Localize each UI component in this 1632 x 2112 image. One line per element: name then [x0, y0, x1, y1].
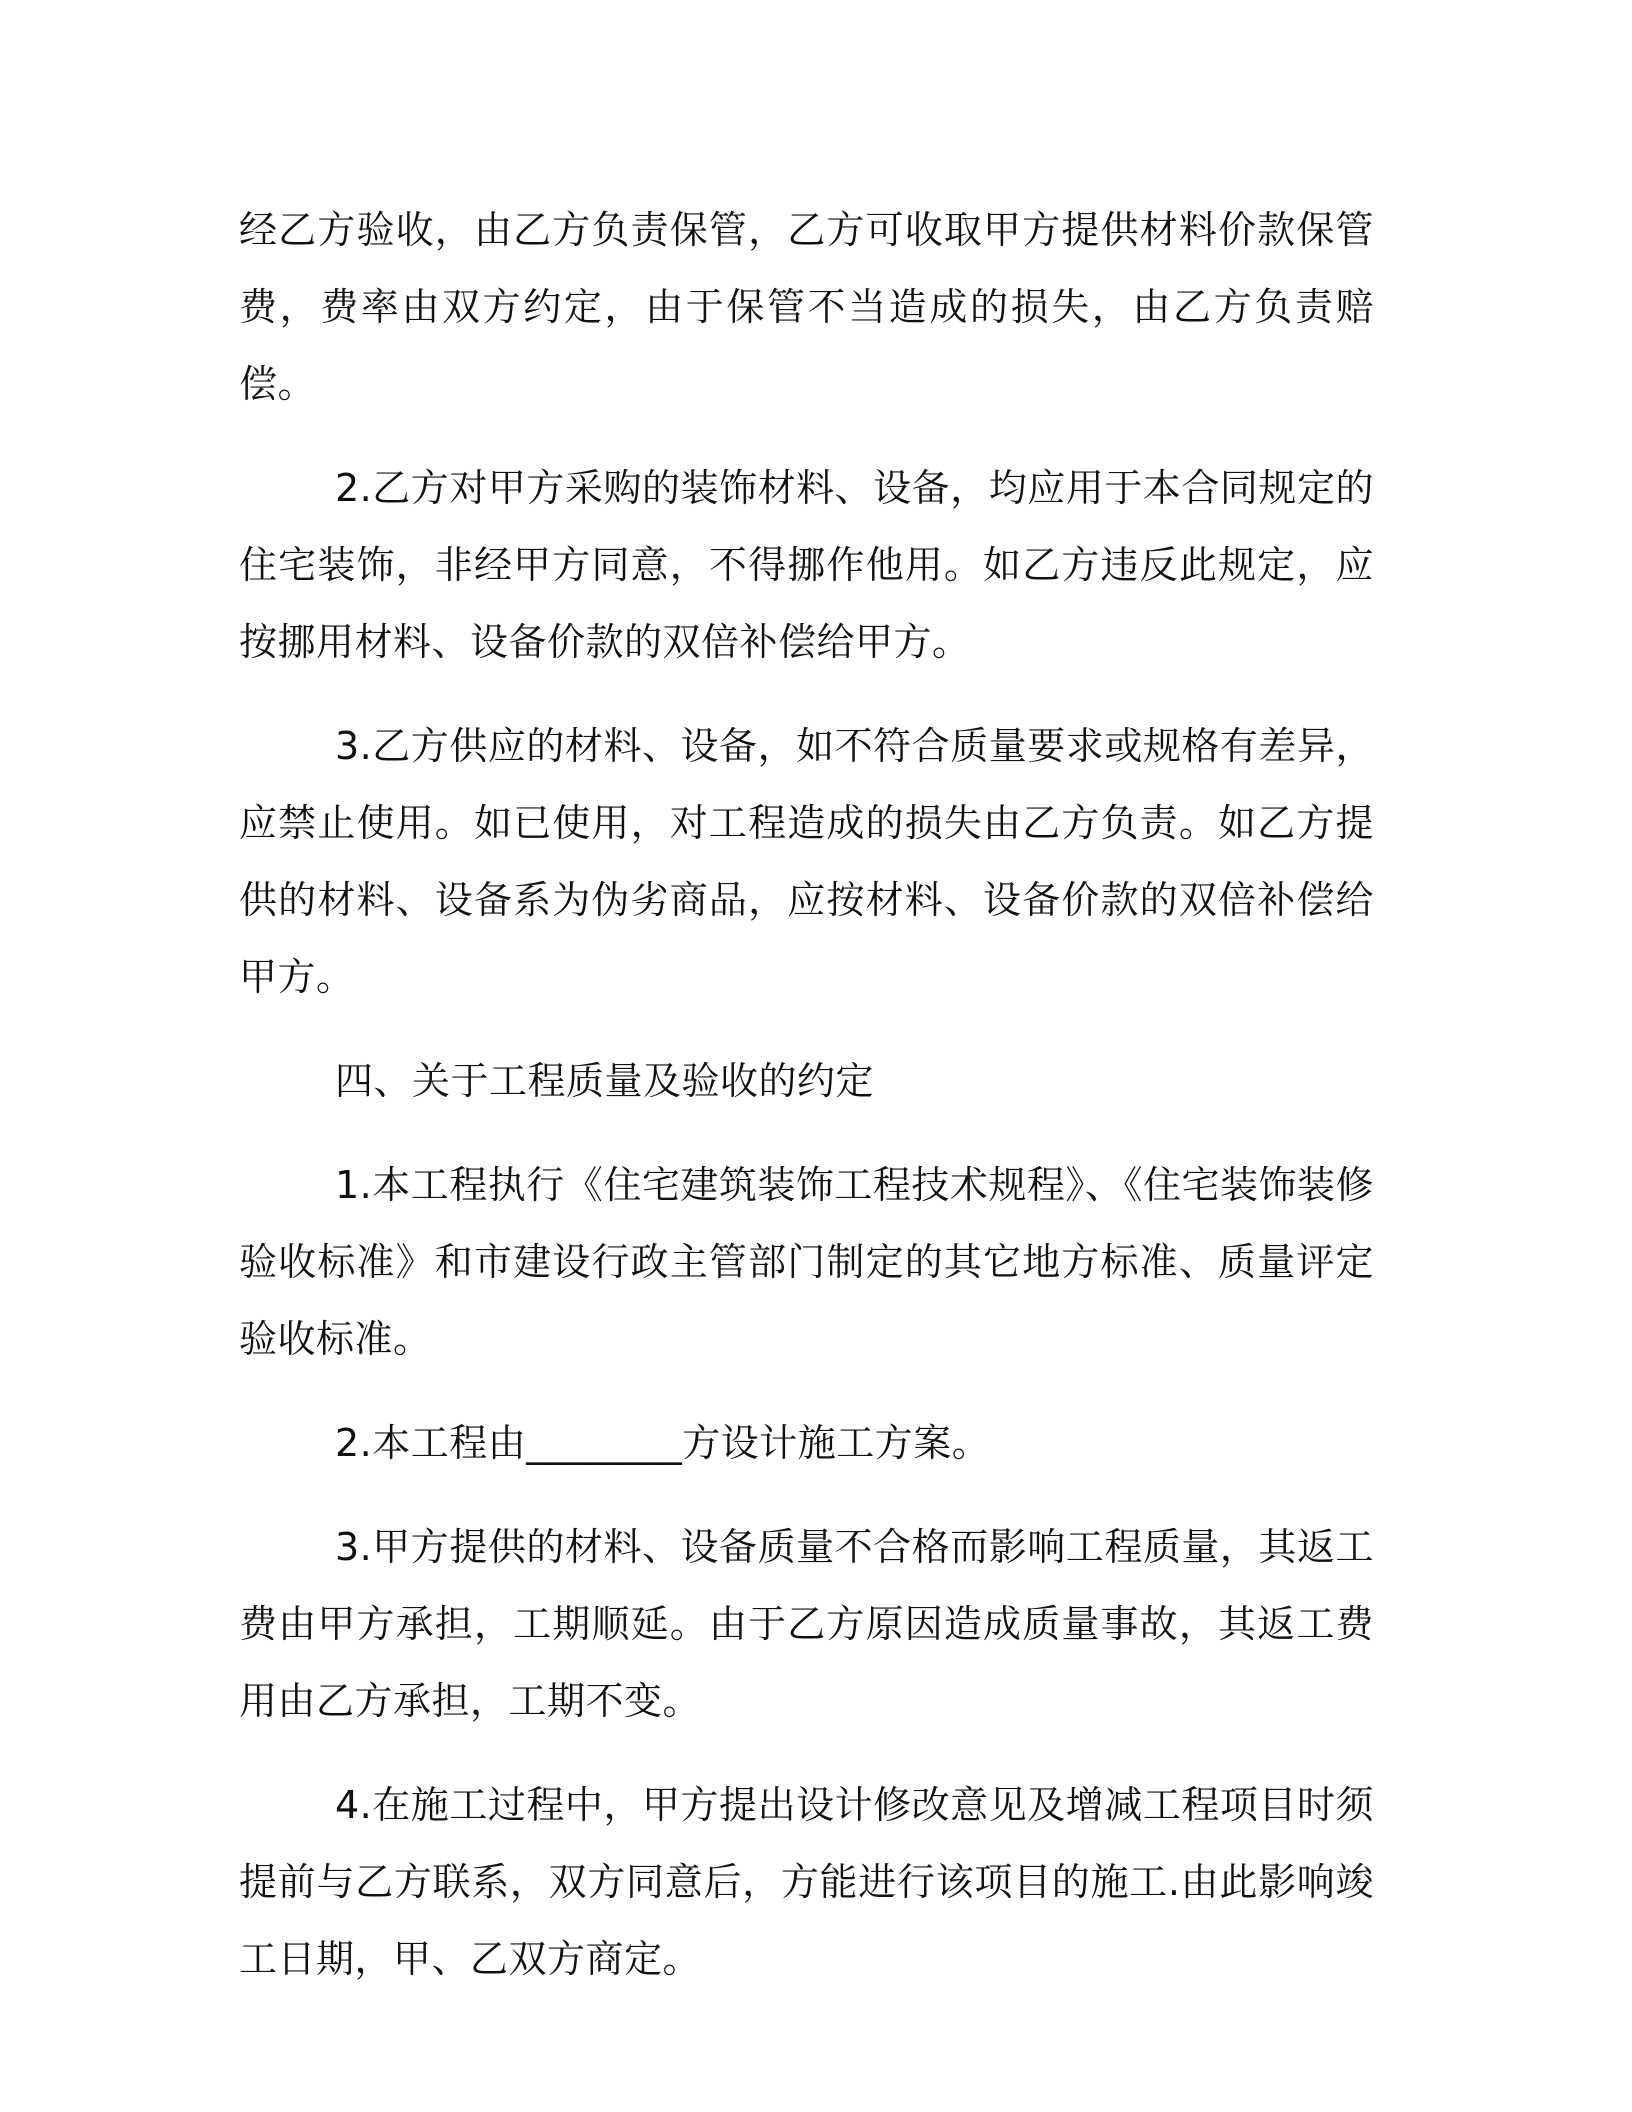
paragraph-continued: 经乙方验收，由乙方负责保管，乙方可收取甲方提供材料价款保管费，费率由双方约定，由于保管不当造成的损失，由乙方负责赔偿。 — [239, 208, 1374, 406]
paragraph-item-3-materials: 3.乙方供应的材料、设备，如不符合质量要求或规格有差异，应禁止使用。如已使用，对工程造成的损失由乙方负责。如乙方提供的材料、设备系为伪劣商品，应按材料、设备价款的双倍补偿给甲方。 — [239, 724, 1374, 999]
paragraph-quality-4: 4.在施工过程中，甲方提出设计修改意见及增减工程项目时须提前与乙方联系，双方同意后，方能进行该项目的施工.由此影响竣工日期，甲、乙双方商定。 — [239, 1783, 1374, 1981]
paragraph-quality-2: 2.本工程由________方设计施工方案。 — [335, 1421, 991, 1465]
section-heading-quality-acceptance: 四、关于工程质量及验收的约定 — [335, 1059, 875, 1103]
paragraph-quality-1: 1.本工程执行《住宅建筑装饰工程技术规程》、《住宅装饰装修验收标准》和市建设行政主管部门制定的其它地方标准、质量评定验收标准。 — [239, 1163, 1374, 1361]
paragraph-quality-3: 3.甲方提供的材料、设备质量不合格而影响工程质量，其返工费由甲方承担，工期顺延。由于乙方原因造成质量事故，其返工费用由乙方承担，工期不变。 — [239, 1525, 1374, 1723]
paragraph-item-2-materials: 2.乙方对甲方采购的装饰材料、设备，均应用于本合同规定的住宅装饰，非经甲方同意，不得挪作他用。如乙方违反此规定，应按挪用材料、设备价款的双倍补偿给甲方。 — [239, 466, 1374, 664]
document-body — [239, 192, 1374, 2025]
